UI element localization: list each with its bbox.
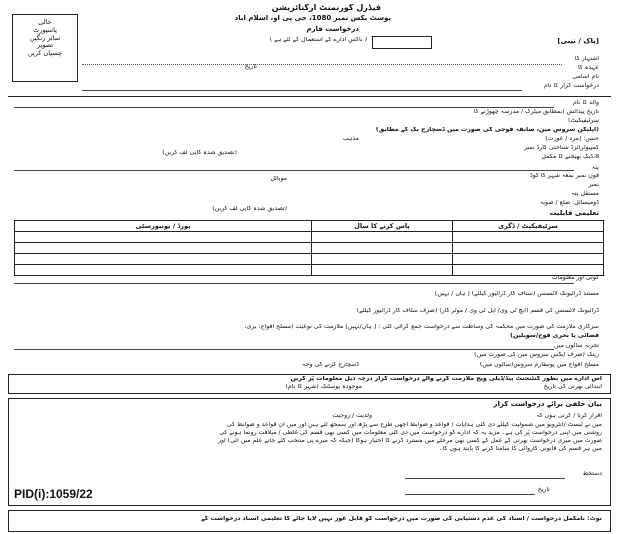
cnic-label: کمپیوٹرائزڈ شناختی کارڈ نمبر bbox=[523, 145, 599, 151]
table-row[interactable] bbox=[15, 232, 604, 243]
signature-line[interactable] bbox=[405, 478, 565, 479]
office-use-box[interactable] bbox=[372, 36, 432, 49]
domicile-attest-note: (تصدیق شدہ کاپی لف کریں) bbox=[212, 206, 287, 212]
service-ref: [پاک / نیبی] bbox=[557, 38, 599, 45]
domicile-label: ڈومیسائل: ضلع / صوبہ bbox=[539, 200, 599, 206]
number-label: نمبر bbox=[588, 182, 599, 188]
experience-line[interactable] bbox=[14, 349, 554, 350]
other-info-label: کوئی اور معلومات bbox=[551, 275, 599, 281]
divider bbox=[8, 96, 611, 97]
mobile-label: موبائل bbox=[270, 176, 287, 182]
education-table bbox=[14, 220, 604, 276]
discharge-label: ڈسچارج کرنے کی وجہ bbox=[302, 362, 359, 368]
declaration-box bbox=[8, 398, 611, 506]
col-year: پاس کرنے کا سال bbox=[312, 221, 453, 232]
contingent-heading: اس ادارے میں بطور کنٹنجنٹ پیڈ/ڈیلی ویج ملازمت کرنے والے درخواست گزار درجہ ذیل معلومات پُر کریں bbox=[290, 376, 602, 382]
photo-line: تصویر bbox=[36, 41, 54, 50]
table-row[interactable] bbox=[15, 254, 604, 265]
declaration-p1: ولدیت / زوجیت bbox=[332, 413, 372, 419]
permanent-address-label: مستقل پتہ bbox=[571, 191, 599, 197]
office-use-label: ( باکس ادارے کے استعمال کے لئے ہے ) bbox=[269, 37, 367, 43]
footer-note: نوٹ: نامکمل درخواست / اسناد کی عدم دستیابی کی صورت میں درخواست کو قابل غور نہیں لایا جائے گا تعلیمی اسناد درخواست کے bbox=[201, 516, 602, 522]
ex-service-note: (اپلیکن سروس مین، سابقہ فوجی کی صورت میں ڈسچارج بک کے مطابق) bbox=[375, 127, 599, 133]
certificate-label: سرٹیفیکیٹ) bbox=[568, 118, 599, 124]
declaration-p6: میں ہر قسم کی قانونی کاروائی کا سامنا کرنے کا پابند ہوں گا۔ bbox=[438, 446, 602, 452]
table-header-row bbox=[15, 221, 604, 232]
gender-label: جنس: [مرد / عورت] bbox=[545, 136, 599, 142]
col-degree: سرٹیفیکیٹ / ڈگری bbox=[453, 221, 604, 232]
forces-label: فضائی یا بحری فوج/سویلین) bbox=[510, 333, 599, 339]
declaration-p2: اقرار کرتا / کرتی ہوں کہ bbox=[536, 413, 602, 419]
declaration-title: بیان حلفی برائے درخواست گزار bbox=[493, 401, 602, 408]
advert-line[interactable] bbox=[82, 64, 562, 65]
posting-label: موجودہ پوسٹنگ (شہر کا نام) bbox=[285, 384, 362, 390]
signature-label: دستخط bbox=[582, 471, 602, 477]
address-label: پتہ bbox=[591, 165, 599, 171]
footer-box bbox=[8, 510, 611, 532]
contingent-box bbox=[8, 374, 611, 394]
declaration-p3: میں نے ٹیسٹ /انٹرویو میں شمولیت کیلئے دی گئی ہدایات / قواعد و ضوابط اچھی طرح سے پڑھ اور سمجھ لئے ہیں اور میں ان قواعد و ضوابط کی bbox=[226, 422, 602, 428]
father-name-line[interactable] bbox=[14, 107, 554, 108]
father-name-label: والد کا نام bbox=[572, 100, 599, 106]
other-info-line[interactable] bbox=[14, 283, 574, 284]
address-line[interactable] bbox=[14, 170, 574, 171]
applicant-name-line[interactable] bbox=[82, 90, 522, 91]
mailing-label: 8،ڈیک بھیجنے کا مکمل bbox=[541, 154, 599, 160]
org-address: پوسٹ بکس نمبر 1080، جی پی او، اسلام آباد bbox=[234, 15, 391, 22]
date-label: تاریخ bbox=[244, 64, 257, 70]
declaration-p4: روشنی میں اپنی درخواست پُر کی ہے۔ مزید یہ کہ ادارے کو درخواست میں دی گئی معلومات میں کسی بھی قسم کی غلطی / میلافت رونما ہونے کی bbox=[219, 430, 602, 436]
pid-number: PID(i):1059/22 bbox=[14, 487, 93, 501]
experience-label: تجربہ سالوں میں bbox=[554, 343, 599, 349]
start-date-label: ابتدائی بھرتی کی تاریخ bbox=[543, 384, 602, 390]
license-driver-label: مستند ڈرائیونگ لائسنس (ستاف کار ڈرائیور کیلئے) [ ہاں / نہیں] bbox=[435, 291, 599, 297]
post-name-label: نام اسامی bbox=[572, 74, 599, 80]
govt-service-label: سرکاری ملازمت کی صورت میں محکمہ کی وساطت سے درخواست جمع کرائی گئی : [ ہاں/نہیں] ملازمت کی نوعیت (مسلح افواج: بری، bbox=[244, 324, 599, 330]
photo-line: سائز رنگین bbox=[29, 33, 61, 42]
post-label: عہدہ کا bbox=[578, 65, 599, 71]
rank-label: رینک (صرف اپکس سروس مین کی صورت میں) bbox=[474, 352, 599, 358]
org-name: فیڈرل گورنمنٹ آرگنائزیشن bbox=[271, 4, 381, 12]
advert-label: اشتہار کا bbox=[574, 56, 599, 62]
religion-label: مذہب bbox=[342, 136, 359, 142]
photo-line: خالی bbox=[38, 18, 52, 26]
decl-date-line[interactable] bbox=[405, 494, 535, 495]
form-title: درخواست فارم bbox=[306, 26, 359, 33]
col-board: بورڈ / یونیورسٹی bbox=[15, 221, 312, 232]
decl-date-label: تاریخ bbox=[537, 487, 550, 493]
license-type-label: ڈرائیونگ لائسنس کی قسم (ایچ ٹی وی/ ایل ٹی وی / موٹر کار) (صرف سٹاف کار ڈرائیور کیلئے) bbox=[356, 308, 599, 314]
uniform-label: مسلح افواج میں یونیفارم سروس(سالوں میں) bbox=[479, 362, 599, 368]
table-row[interactable] bbox=[15, 265, 604, 276]
declaration-p5: صورت میں میری درخواست بھرتی کے عمل کے کسی بھی مرحلے میں مسترد کرنے کا اختیار ہوگا (جبکہ کہ میرے پی منتخب کئے جانے علم میں آئی) اور bbox=[218, 438, 602, 444]
phone-label: فون نمبر بمعہ شہر کا کوڈ bbox=[530, 173, 599, 179]
photo-box[interactable] bbox=[12, 14, 78, 82]
cnic-attest-note: (تصدیق شدہ کاپی لف کریں) bbox=[162, 150, 237, 156]
table-row[interactable] bbox=[15, 243, 604, 254]
education-heading: تعلیمی قابلیت bbox=[549, 210, 599, 217]
photo-line: چسپاں کریں bbox=[27, 49, 63, 58]
applicant-name-label: درخواست گزار کا نام bbox=[544, 83, 599, 89]
dob-label: تاریخ پیدائش (بمطابق میٹرک / مدرسہ چھوڑنے کا bbox=[473, 109, 599, 115]
photo-line: پاسپورٹ bbox=[33, 25, 57, 34]
